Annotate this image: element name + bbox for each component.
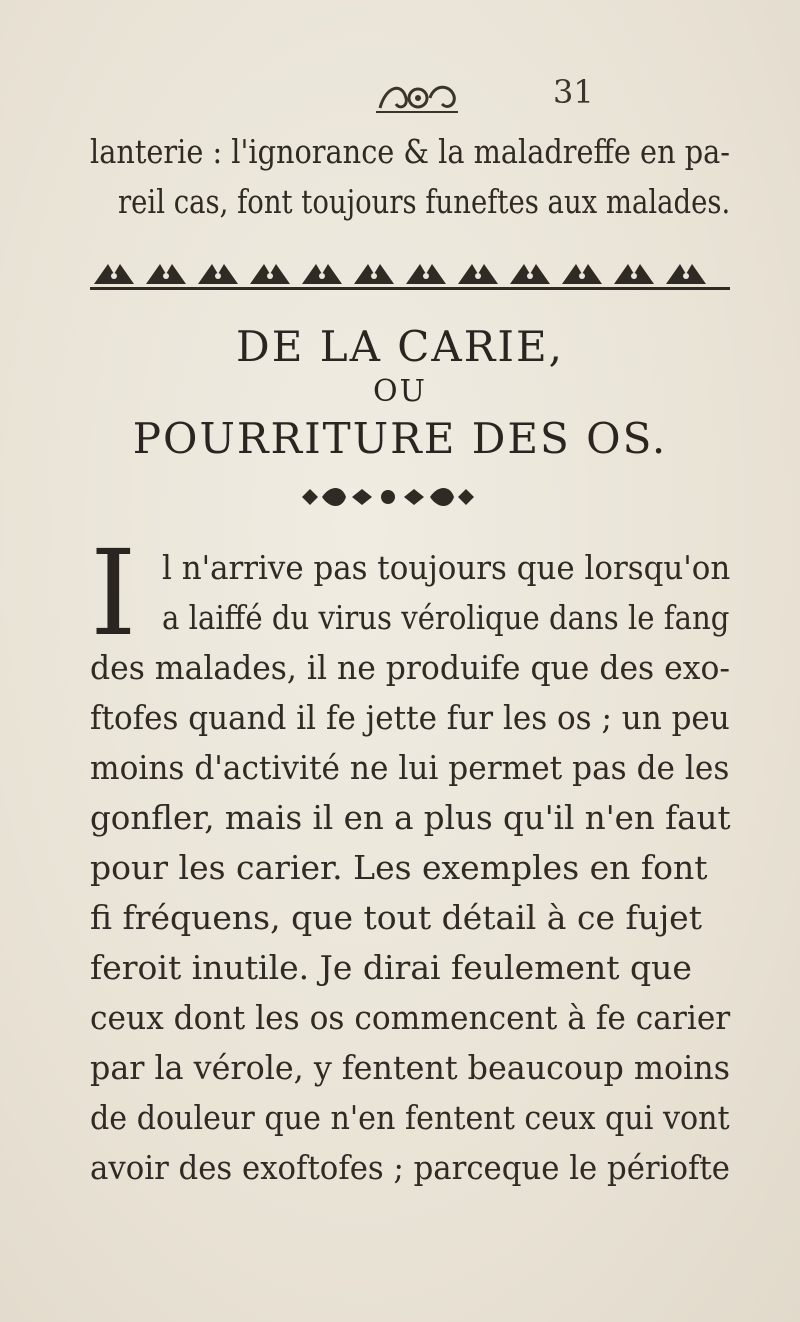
body-line-7: pour les carier. Les exemples en font (90, 848, 708, 887)
body-line-5: moins d'activité ne lui permet pas de les (90, 748, 730, 787)
body-line-12: de douleur que n'en fentent ceux qui vont (90, 1098, 730, 1137)
carryover-line-1: lanterie : l'ignorance & la maladreffe en pa- (90, 132, 730, 171)
body-line-8: fi fréquens, que tout détail à ce fujet (90, 898, 702, 937)
drop-cap: I (90, 524, 137, 662)
body-line-13: avoir des exoftofes ; parceque le périofte (90, 1148, 730, 1187)
chapter-title-line-2: OU (373, 374, 427, 409)
body-line-3: des malades, il ne produife que des exo- (90, 648, 731, 687)
body-line-10: ceux dont les os commencent à fe carier (90, 998, 731, 1037)
page-number: 31 (553, 73, 594, 111)
body-line-9: feroit inutile. Je dirai feulement que (90, 948, 692, 987)
carryover-line-2: reil cas, font toujours funeftes aux malades. (118, 182, 731, 221)
body-line-11: par la vérole, y fentent beaucoup moins (90, 1048, 731, 1087)
chapter-title-line-3: POURRITURE DES OS. (132, 414, 668, 463)
body-line-1: l n'arrive pas toujours que lorsqu'on (162, 548, 731, 587)
body-line-6: gonfler, mais il en a plus qu'il n'en faut (90, 798, 731, 837)
small-ornament-icon (300, 485, 476, 509)
chapter-title-line-1: DE LA CARIE, (236, 322, 564, 371)
floral-ornament-icon (372, 72, 462, 120)
body-line-4: ftofes quand il fe jette fur les os ; un peu (90, 698, 730, 737)
decorative-band-icon (90, 258, 730, 294)
body-line-2: a laiffé du virus vérolique dans le fang (162, 598, 730, 637)
